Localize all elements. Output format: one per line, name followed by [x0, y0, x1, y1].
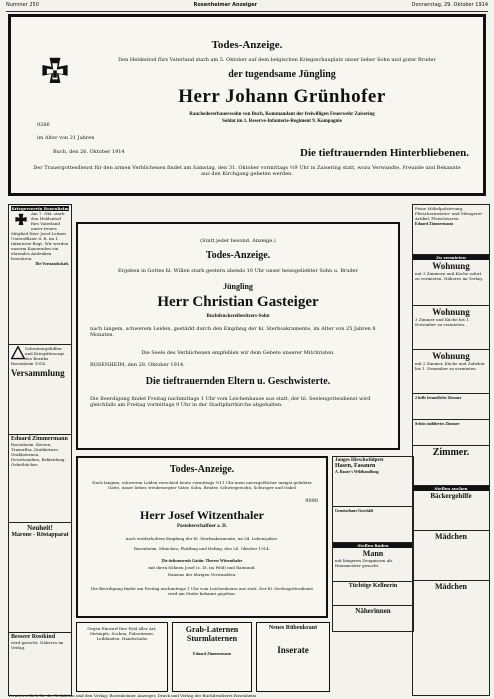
left-ad4-title: Neuheit!: [27, 524, 53, 532]
mid-ad6-title: Näherinnen: [355, 607, 391, 615]
page-footer: Verantwortlich für die Redaktion und den Verlag: Rosenheimer Anzeiger, Druck und Verlag der Buchdruckerei Rosenheim: [8, 693, 257, 698]
right-ad-moebliert: [413, 420, 489, 446]
bottom-ad-feldpost: [76, 622, 168, 692]
notice3-mourners1: Die tieftrauernde Gattin: Therese Witzenthaler: [161, 558, 243, 563]
bottom-b2-shop: Eduard Zimmermann: [193, 651, 231, 656]
left-ad5-text: wird gesucht. Näheres im Verlag.: [11, 640, 64, 650]
mid-ad-kellnerin: [333, 582, 413, 606]
iron-cross-small-icon: [13, 213, 29, 229]
notice3-age: nach wiederholtem Empfang der hl. Sterbsakramente, im 54. Lebensjahre.: [125, 536, 279, 541]
notice3-title: Todes-Anzeige.: [169, 464, 235, 475]
notice2-funeral: Die Beerdigung findet Freitag nachmittags 1 Uhr vom Leichenhause aus statt, der hl. Seelengottesdienst wird gleichfalls am Freitag vormittags 9 Uhr in der Stadtpfarrkirche abgehalten.: [90, 396, 371, 408]
bottom-b1-text: Gegen Einwurf fürs Feld aller Art, Strümpfe, Socken, Pulswärmer, Leibbinden, Handschuhe: [87, 626, 157, 641]
right-ad-maedchen2: [413, 581, 489, 631]
right-ad8-title: Bäckergehilfe: [430, 492, 472, 500]
bottom-b3-title: Neues Rübenkraut: [268, 625, 318, 631]
bottom-b3-sub: Inserate: [277, 645, 309, 655]
mid-ad1-sub: Hasen, Fasanen: [335, 463, 376, 469]
left-ad1-title: Kriegerverein Rosenheim: [11, 206, 69, 211]
right-ad-wohnung2: [413, 306, 489, 350]
notice1-title: Todes-Anzeige.: [211, 39, 283, 51]
notice3-code: 9090: [305, 498, 318, 504]
mid-ad-gemuese: [333, 507, 413, 543]
left-ad1-text: Am 7. Okt. starb den Heldentod fürs Vaterland unser treues Mitglied Herr Josef Leitner Unteroffizier d. R. im 1. Infanterie-Regt. Wir werden unserm Kameraden ein ehrendes Andenken bewahren.: [11, 211, 69, 261]
right-ad-zimmer: [413, 394, 489, 420]
mid-ad-mann: [333, 548, 413, 582]
notice3-mourners2: mit ihren Söhnen Josef (z. Zt. im Feld) und Raimund.: [148, 565, 256, 570]
notice2-sub: Jüngling: [223, 282, 253, 291]
notice1-role1: Rauchedererbauerssohn von Buch, Kommandant der freiwilligen Feuerwehr Zaisering: [189, 112, 375, 117]
triangle-icon: [11, 346, 25, 360]
mid-right-column: [332, 456, 414, 632]
right-ad-moebel: [413, 205, 489, 255]
right-column: [412, 204, 490, 696]
mid-ad3-bar: Stellen finden: [333, 543, 413, 548]
right-ad-wohnung3: [413, 350, 489, 394]
mid-ad1-shop: A. Bauer's Wildhandlung: [335, 469, 379, 474]
left-ad2-text: Schreinergehilfen- und Kriegsfürsorge des Bezirks Rosenheim 1914.: [11, 346, 65, 366]
right-ad4-text: mit 2 Zimmer, Küche und Zubehör bis 1. Dezember zu vermieten.: [415, 361, 485, 371]
left-ad-kriegerverein: [9, 205, 71, 345]
notice2-place: ROSENHEIM, den 28. Oktober 1914.: [90, 362, 185, 368]
left-column: [8, 204, 72, 696]
right-ad1-text: Feine Möbelpolsterung, Fleischermeister- und Metzgerei-Artikel, Fleischwaren: [415, 206, 483, 221]
left-ad4-text: Marone - Röstapparat: [11, 532, 69, 538]
notice2-title: Todes-Anzeige.: [205, 250, 271, 261]
notice1-code: 0266: [37, 122, 50, 128]
death-notice-witzenthaler: [76, 456, 328, 618]
bottom-ad-laternen: [172, 622, 252, 692]
notice2-intro: Ergeben in Gottes hl. Willen starb gestern abends 10 Uhr unser heissgeliebter Sohn u. Bruder: [117, 268, 359, 274]
mid-ad4-text: mit längeren Zeugnissen als Hausmeister gesucht.: [335, 558, 393, 568]
notice3-role: Postoberschaffner a. D.: [177, 524, 227, 529]
left-ad5-title: Bessere Rostkind: [11, 634, 56, 640]
iron-cross-icon: [37, 55, 73, 93]
mid-ad5-title: Tüchtige Kellnerin: [348, 583, 398, 589]
header-issue: Nummer 250: [6, 2, 39, 8]
left-ad3-text: Rosenheim. Kerzen, Trauerflor, Grabkränze, Grablaternen, Devotionalien, Bekleidung, Gebetbücher.: [11, 442, 66, 467]
right-ad8-bar: Stellen suchen: [413, 486, 489, 491]
right-ad2-text: mit 3 Zimmern und Küche sofort zu vermieten. Näheres im Verlag.: [415, 271, 484, 281]
right-ad3-title: Wohnung: [432, 307, 470, 317]
notice3-place: Rosenheim, München, Plattling und Hofing, den 28. Oktober 1914.: [134, 546, 270, 551]
notice1-mourners: Die tieftrauernden Hinterbliebenen.: [300, 147, 469, 159]
left-ad3-title: Eduard Zimmermann: [11, 436, 68, 442]
right-ad6-title: Schön möbliertes Zimmer: [415, 421, 460, 426]
header-masthead: Rosenheimer Anzeiger: [193, 2, 258, 8]
notice1-intro: Den Heldentod fürs Vaterland starb am 5. Oktober auf dem belgischen Kriegsschauplatz unser lieber Sohn und guter Bruder: [118, 57, 436, 63]
left-ad-rostkind: [9, 633, 71, 693]
mid-ad1-title: Junges Hirschwildpret: [335, 458, 384, 463]
right-ad2-title: Wohnung: [432, 261, 470, 271]
notice3-name: Herr Josef Witzenthaler: [140, 508, 264, 522]
death-notice-gasteiger: [76, 222, 400, 450]
notice2-body: nach langem, schwerem Leiden, gestärkt durch den Empfang der hl. Sterbsakramente, im Alter von 25 Jahren 8 Monaten.: [90, 326, 376, 338]
bottom-b2-title: Grab-Laternen: [185, 625, 239, 634]
right-ad2-bar: Zu vermieten: [413, 255, 489, 260]
right-ad-wohnung1: [413, 260, 489, 306]
right-ad1-title: Eduard Zimmermann: [415, 221, 453, 226]
mid-ad4-title: Mann: [362, 549, 384, 558]
notice1-age: im Alter von 21 Jahren: [37, 135, 95, 141]
death-notice-gruenhofer: [8, 14, 486, 196]
left-ad1-sign: Die Vorstandschaft.: [35, 261, 69, 266]
right-ad4-title: Wohnung: [432, 351, 470, 361]
notice1-role2: Soldat im 1. Reserve-Infanterie-Regiment 9. Kompagnie: [222, 119, 342, 124]
page-header: [6, 2, 488, 12]
notice1-place: Buch, den 26. Oktober 1914: [53, 149, 125, 155]
header-date: Donnerstag, 29. Oktober 1914: [411, 2, 488, 8]
left-ad-zimmermann: [9, 435, 71, 523]
bottom-b2-sub: Sturmlaternen: [186, 634, 238, 643]
notice1-sub: der tugendsame Jüngling: [228, 69, 336, 80]
left-ad-neuheit: [9, 523, 71, 633]
right-ad5-text: 2 helle freundliche Zimmer: [415, 395, 462, 400]
right-ad-zimmer2: [413, 446, 489, 486]
mid-ad-naeherinnen: [333, 606, 413, 630]
right-ad10-title: Mädchen: [435, 582, 467, 591]
notice2-pre: (Statt jeder besond. Anzeige.): [200, 238, 276, 244]
notice3-body: Nach langem, schwerem Leiden verschied heute vormittags ½11 Uhr mein unvergeßlicher innigst geliebter Gatte, unser lieber, treubesorgter Vater, Sohn, Bruder, Schwiegersohn, Schwager und Onkel: [92, 480, 312, 490]
notice3-mourners3: Namens der übrigen Verwandten.: [167, 572, 237, 577]
notice2-name: Herr Christian Gasteiger: [157, 294, 319, 310]
right-ad7-title: Zimmer.: [432, 447, 470, 458]
left-ad-versammlung: [9, 345, 71, 435]
notice3-funeral: Die Beerdigung findet am Freitag nachmittags 1 Uhr vom Leichenhause aus statt. Der hl. Seelengottesdienst wird am Grabe bekannt gegeben.: [90, 586, 314, 596]
notice1-name: Herr Johann Grünhofer: [178, 86, 386, 107]
notice2-role: Buchdruckereibesitzers-Sohn: [206, 314, 270, 319]
mid-ad2-title: Gemüsehaus-Geschäft: [335, 508, 374, 513]
mid-ad-wildpret: [333, 457, 413, 507]
bottom-ad-ruebenkraut: [256, 622, 330, 692]
right-ad9-title: Mädchen: [435, 532, 467, 541]
notice2-mourners: Die tieftrauernden Eltern u. Geschwisterte.: [145, 376, 331, 387]
right-ad-maedchen1: [413, 531, 489, 581]
notice2-pray: Die Seele des Verblichenen empfehlen wir dem Gebete unserer Mitchristen.: [141, 350, 335, 356]
right-ad3-text: 3 Zimmer und Küche bis 1. November zu vermieten.: [415, 317, 470, 327]
left-ad2-title: Versammlung: [11, 368, 65, 378]
notice1-service: Der Trauergottesdienst für den armen Verblichenen findet am Samstag, den 31. Oktober vormittags ½9 Uhr in Zaisering statt, wozu Verwandte, Freunde und Bekannte aus den Kirchgang gebeten werden.: [33, 165, 461, 177]
right-ad-baecker: [413, 491, 489, 531]
